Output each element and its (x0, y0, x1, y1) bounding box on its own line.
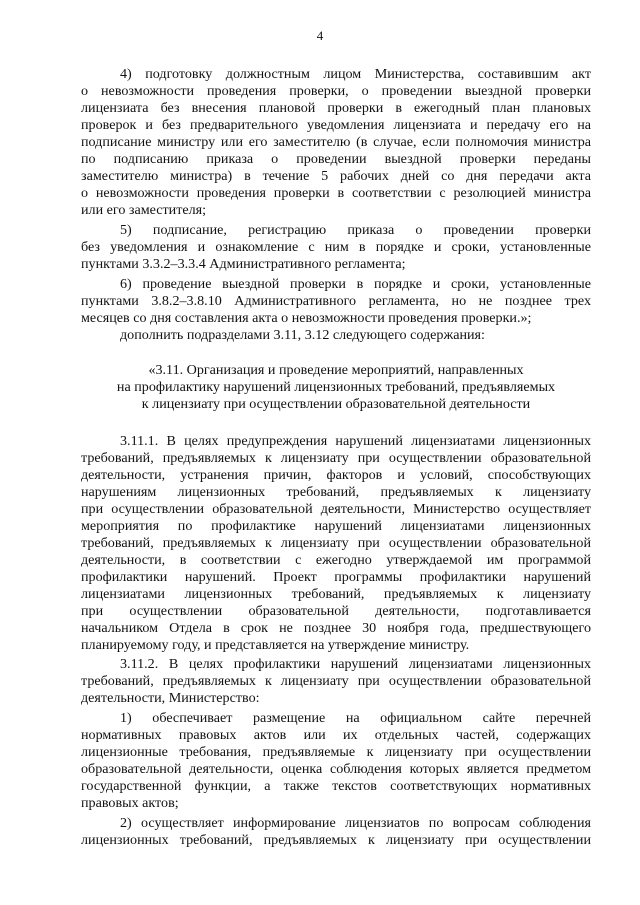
text-line: образовательной деятельности, оценка соблюдения которых является предметом (81, 761, 591, 777)
text-line: деятельности, Министерство: (81, 690, 260, 706)
text-line: нарушениям лицензионных требований, предъявляемых к лицензиату (81, 484, 591, 500)
text-line: лицензионных требований, предъявляемых к лицензиату при осуществлении (81, 832, 591, 848)
text-line: 4) подготовку должностным лицом Министерства, составившим акт (120, 66, 591, 82)
text-line: без уведомления и ознакомление с ним в порядке и сроки, установленные (81, 239, 591, 255)
text-line: 2) осуществляет информирование лицензиатов по вопросам соблюдения (120, 815, 591, 831)
text-line: лицензиатами лицензионных требований, предъявляемых к лицензиату (81, 586, 591, 602)
text-line: о невозможности проведения проверки, о проведении выездной проверки (81, 83, 591, 99)
text-line: пунктами 3.3.2–3.3.4 Административного регламента; (81, 256, 406, 272)
text-line: о невозможности проведения проверки в соответствии с резолюцией министра (81, 185, 591, 201)
text-line: требований, предъявляемых к лицензиату при осуществлении образовательной (81, 450, 591, 466)
text-line: профилактики нарушений. Проект программы профилактики нарушений (81, 569, 591, 585)
text-line: при осуществлении образовательной деятельности, Министерство осуществляет (81, 501, 591, 517)
text-line: дополнить подразделами 3.11, 3.12 следующего содержания: (120, 327, 485, 343)
text-line: начальником Отдела в срок не позднее 30 ноября года, предшествующего (81, 620, 591, 636)
text-line: подписание министру или его заместителю (в случае, если полномочия министра (81, 134, 591, 150)
text-line: нормативных правовых актов или их отдельных частей, содержащих (81, 727, 591, 743)
text-line: на профилактику нарушений лицензионных требований, предъявляемых (116, 379, 556, 395)
text-line: 3.11.2. В целях профилактики нарушений лицензиатами лицензионных (120, 656, 591, 672)
page-number: 4 (316, 28, 324, 43)
text-line: пунктами 3.8.2–3.8.10 Административного регламента, но не позднее трех (81, 293, 591, 309)
text-line: требований, предъявляемых к лицензиату при осуществлении образовательной (81, 535, 591, 551)
text-line: деятельности, в соответствии с ежегодно утверждаемой им программой (81, 552, 591, 568)
text-line: месяцев со дня составления акта о невозможности проведения проверки.»; (81, 310, 532, 326)
text-line: «3.11. Организация и проведение мероприятий, направленных (148, 362, 524, 378)
text-line: 5) подписание, регистрацию приказа о проведении проверки (120, 222, 591, 238)
text-line: проверок и без предварительного уведомления лицензиата и передачу его на (81, 117, 591, 133)
text-line: мероприятия по профилактике нарушений лицензиатами лицензионных (81, 518, 591, 534)
text-line: по подписанию приказа о проведении выездной проверки переданы (81, 151, 591, 167)
text-line: требований, предъявляемых к лицензиату при осуществлении образовательной (81, 673, 591, 689)
text-line: 1) обеспечивает размещение на официальном сайте перечней (120, 710, 591, 726)
text-line: государственной функции, а также текстов соответствующих нормативных (81, 778, 591, 794)
text-line: правовых актов; (81, 795, 179, 811)
text-line: или его заместителя; (81, 202, 207, 218)
text-line: 6) проведение выездной проверки в порядке и сроки, установленные (120, 276, 591, 292)
text-line: к лицензиату при осуществлении образовательной деятельности (141, 396, 531, 412)
text-line: заместителю министра) в течение 5 рабочих дней со дня передачи акта (81, 168, 591, 184)
text-line: 3.11.1. В целях предупреждения нарушений лицензиатами лицензионных (120, 433, 591, 449)
text-line: планируемому году, и представляется на утверждение министру. (81, 637, 470, 653)
text-line: деятельности, устранения причин, факторов и условий, способствующих (81, 467, 591, 483)
text-line: лицензионные требования, предъявляемые к лицензиату при осуществлении (81, 744, 591, 760)
text-line: лицензиата без внесения плановой проверки в ежегодный план плановых (81, 100, 591, 116)
text-line: при осуществлении образовательной деятельности, подготавливается (81, 603, 591, 619)
